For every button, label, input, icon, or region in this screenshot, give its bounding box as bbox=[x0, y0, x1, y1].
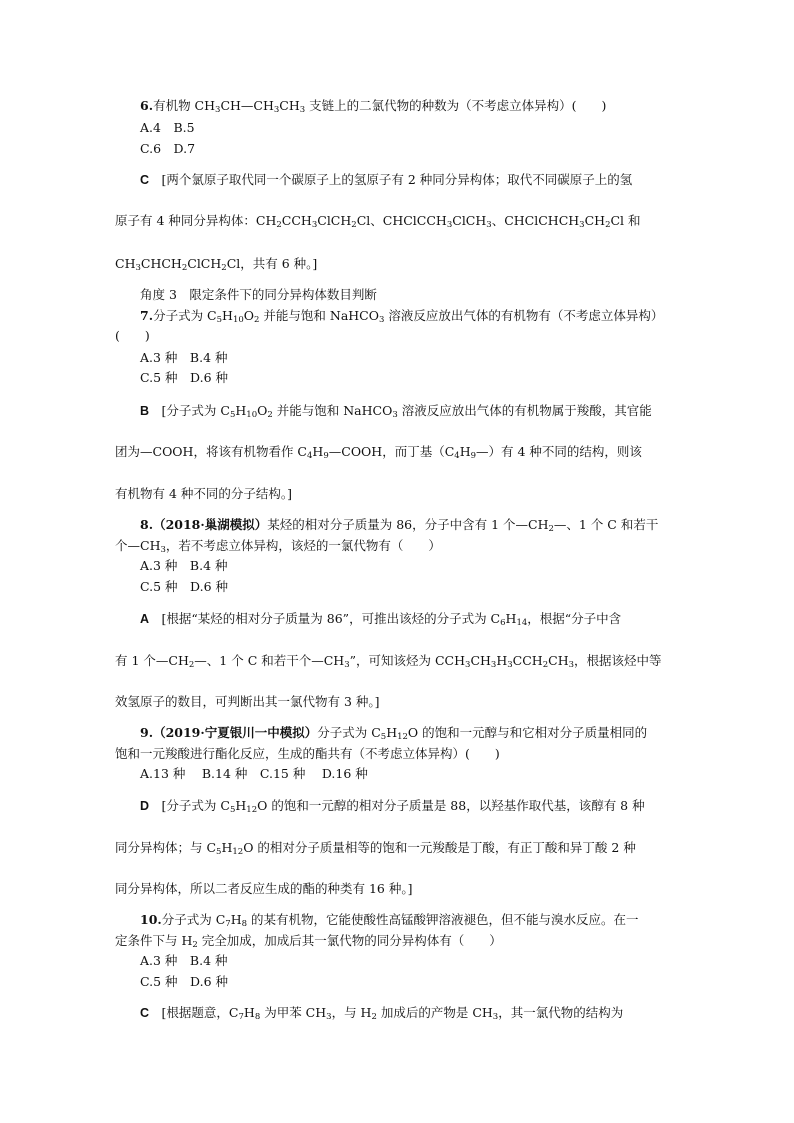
q7-answer-blank: ( ) bbox=[115, 328, 150, 343]
q8-stem-2: 个—CH3，若不考虑立体异构，该烃的一氯代物有（ ） bbox=[115, 538, 441, 555]
q6-options-2: C.6 D.7 bbox=[140, 141, 196, 156]
q6-explanation-2: 原子有 4 种同分异构体：CH2CCH3ClCH2Cl、CHClCCH3ClCH3、CHClCHCH3CH2Cl 和 bbox=[115, 213, 641, 230]
q7-explanation-2: 团为—COOH，将该有机物看作 C4H9—COOH，而丁基（C4H9—）有 4 种不同的结构，则该 bbox=[115, 444, 642, 461]
q6-explanation-1: C [两个氯原子取代同一个碳原子上的氢原子有 2 种同分异构体；取代不同碳原子上的氢 bbox=[140, 172, 633, 187]
q9-options: A.13 种 B.14 种 C.15 种 D.16 种 bbox=[140, 766, 368, 781]
q8-explanation-2: 有 1 个—CH2—、1 个 C 和若干个—CH3”，可知该烃为 CCH3CH3H3CCH2CH3，根据该烃中等 bbox=[115, 653, 662, 670]
q6-stem: 6.有机物 CH3CH—CH3CH3 支链上的二氯代物的种数为（不考虑立体异构）( ) bbox=[140, 98, 607, 115]
q9-explanation-1: D [分子式为 C5H12O 的饱和一元醇的相对分子质量是 88，以羟基作取代基，该醇有 8 种 bbox=[140, 798, 645, 815]
q6-explanation-3: CH3CHCH2ClCH2Cl，共有 6 种。] bbox=[115, 256, 318, 273]
q9-explanation-2: 同分异构体；与 C5H12O 的相对分子质量相等的饱和一元羧酸是丁酸，有正丁酸和异丁酸 2 种 bbox=[115, 840, 636, 857]
q7-options-1: A.3 种 B.4 种 bbox=[140, 350, 228, 365]
q8-options-1: A.3 种 B.4 种 bbox=[140, 558, 228, 573]
q9-stem-2: 饱和一元羧酸进行酯化反应，生成的酯共有（不考虑立体异构）( ) bbox=[115, 746, 500, 761]
q10-options-2: C.5 种 D.6 种 bbox=[140, 974, 228, 989]
q7-stem: 7.分子式为 C5H10O2 并能与饱和 NaHCO3 溶液反应放出气体的有机物有（不考虑立体异构） bbox=[140, 308, 664, 325]
q7-explanation-3: 有机物有 4 种不同的分子结构。] bbox=[115, 486, 293, 501]
q9-explanation-3: 同分异构体，所以二者反应生成的酯的种类有 16 种。] bbox=[115, 881, 413, 896]
q8-explanation-3: 效氢原子的数目，可判断出其一氯代物有 3 种。] bbox=[115, 694, 380, 709]
q10-stem-2: 定条件下与 H2 完全加成，加成后其一氯代物的同分异构体有（ ） bbox=[115, 933, 502, 950]
q8-options-2: C.5 种 D.6 种 bbox=[140, 579, 228, 594]
q7-explanation-1: B [分子式为 C5H10O2 并能与饱和 NaHCO3 溶液反应放出气体的有机物属于羧酸，其官能 bbox=[140, 403, 652, 420]
q10-explanation-1: C [根据题意，C7H8 为甲苯 CH3，与 H2 加成后的产物是 CH3，其一氯代物的结构为 bbox=[140, 1005, 624, 1022]
q8-explanation-1: A [根据“某烃的相对分子质量为 86”，可推出该烃的分子式为 C6H14，根据“分子中含 bbox=[140, 611, 622, 628]
q6-options-1: A.4 B.5 bbox=[140, 120, 195, 135]
q8-stem-1: 8.（2018·巢湖模拟）某烃的相对分子质量为 86，分子中含有 1 个—CH2—、1 个 C 和若干 bbox=[140, 517, 659, 534]
section-heading-angle3: 角度 3 限定条件下的同分异构体数目判断 bbox=[140, 287, 377, 302]
q7-options-2: C.5 种 D.6 种 bbox=[140, 370, 228, 385]
q9-stem-1: 9.（2019·宁夏银川一中模拟）分子式为 C5H12O 的饱和一元醇与和它相对分子质量相同的 bbox=[140, 725, 648, 742]
q10-options-1: A.3 种 B.4 种 bbox=[140, 953, 228, 968]
q10-stem-1: 10.分子式为 C7H8 的某有机物，它能使酸性高锰酸钾溶液褪色，但不能与溴水反应。在一 bbox=[140, 912, 639, 929]
